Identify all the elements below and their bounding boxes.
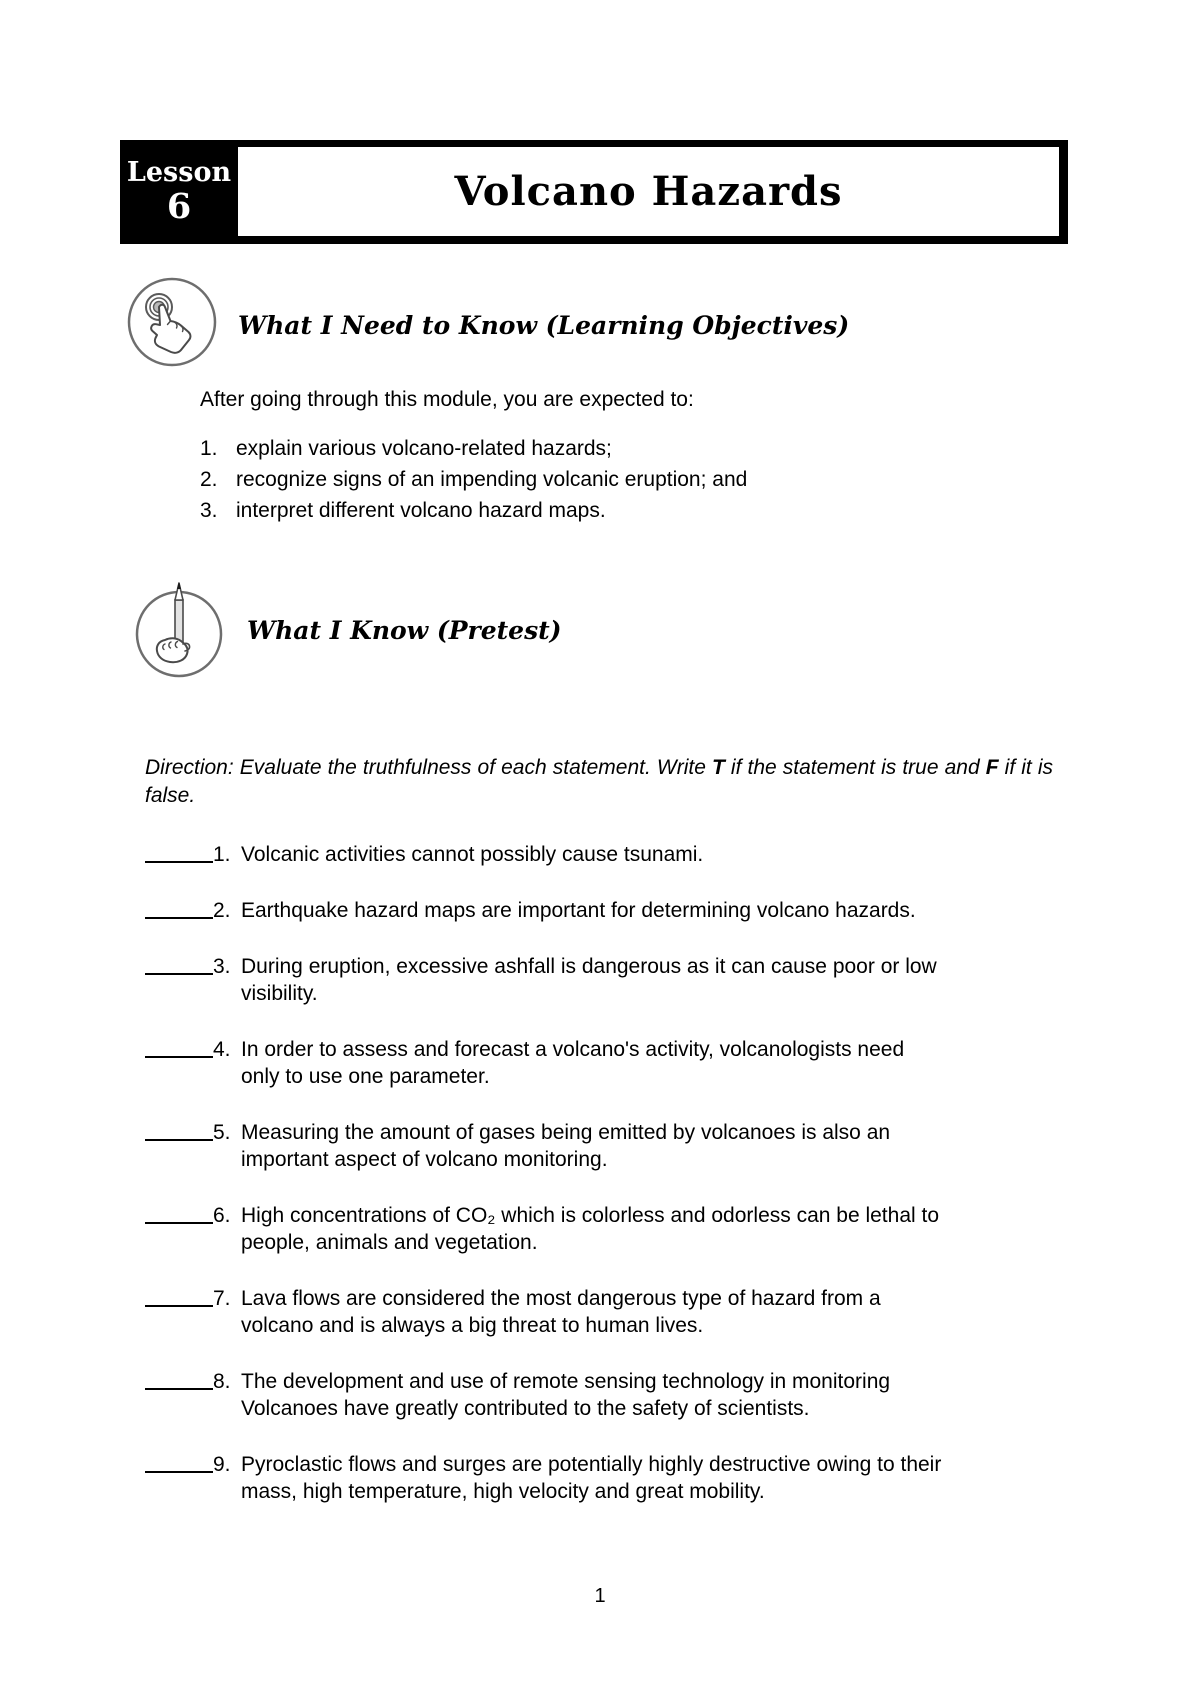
statement-text: In order to assess and forecast a volcano's activity, volcanologists need only to use one parameter. (241, 1038, 905, 1088)
objectives-list (200, 433, 747, 526)
answer-blank (145, 1036, 213, 1058)
statement-number: 9. (213, 1453, 231, 1476)
direction-text: if the statement is true and (724, 756, 986, 779)
statement-text: Lava flows are considered the most dangerous type of hazard from a volcano and is always a big threat to human lives. (241, 1287, 881, 1337)
lesson-header (120, 140, 1068, 244)
objective-number: 1. (200, 437, 218, 460)
objective-number: 3. (200, 499, 218, 522)
writing-hand-icon (131, 574, 227, 687)
answer-blank (145, 1202, 213, 1224)
statement-number: 2. (213, 899, 231, 922)
statement-text: During eruption, excessive ashfall is dangerous as it can cause poor or low visibility. (241, 955, 937, 1005)
page-number: 1 (594, 1585, 606, 1607)
lesson-tab (120, 147, 238, 236)
lesson-number: 6 (166, 185, 192, 227)
statement-row (145, 1451, 1090, 1505)
statement-row (145, 1119, 1090, 1173)
title-box (238, 147, 1059, 236)
objective-item (200, 464, 747, 495)
statement-number: 8. (213, 1370, 231, 1393)
lesson-label: Lesson (126, 156, 232, 188)
statement-row (145, 953, 1090, 1007)
statement-text: The development and use of remote sensing technology in monitoring Volcanoes have greatly contributed to the safety of scientists. (241, 1370, 891, 1420)
statement-row (145, 841, 1090, 868)
statement-number: 7. (213, 1287, 231, 1310)
statement-number: 4. (213, 1038, 231, 1061)
statement-number: 5. (213, 1121, 231, 1144)
answer-blank (145, 1285, 213, 1307)
statement-row (145, 1285, 1090, 1339)
pretest-section-heading (131, 574, 562, 687)
pretest-statements (145, 841, 1090, 1534)
answer-blank (145, 1119, 213, 1141)
answer-blank (145, 897, 213, 919)
tap-hand-icon (126, 276, 218, 375)
statement-text: Measuring the amount of gases being emitted by volcanoes is also an important aspect of volcano monitoring. (241, 1121, 891, 1171)
statement-text: Pyroclastic flows and surges are potentially highly destructive owing to their mass, high temperature, high velocity and great mobility. (241, 1453, 942, 1503)
objectives-intro: After going through this module, you are expected to: (200, 388, 694, 411)
objective-text: interpret different volcano hazard maps. (236, 499, 606, 522)
direction-bold-f: F (985, 756, 999, 779)
objective-item (200, 495, 747, 526)
answer-blank (145, 1451, 213, 1473)
objective-number: 2. (200, 468, 218, 491)
direction-text: Direction: Evaluate the truthfulness of each statement. Write (145, 756, 712, 779)
statement-number: 6. (213, 1204, 231, 1227)
statement-number: 1. (213, 843, 231, 866)
page-title: Volcano Hazards (454, 168, 843, 215)
statement-row (145, 1202, 1090, 1256)
answer-blank (145, 841, 213, 863)
statement-number: 3. (213, 955, 231, 978)
objective-item (200, 433, 747, 464)
objective-text: explain various volcano-related hazards; (236, 437, 612, 460)
pretest-heading: What I Know (Pretest) (247, 616, 562, 645)
statement-row (145, 1368, 1090, 1422)
objectives-heading: What I Need to Know (Learning Objectives) (238, 311, 850, 340)
statement-text: Volcanic activities cannot possibly cause tsunami. (241, 843, 704, 866)
answer-blank (145, 1368, 213, 1390)
answer-blank (145, 953, 213, 975)
statement-text: High concentrations of CO₂ which is colorless and odorless can be lethal to people, animals and vegetation. (241, 1204, 940, 1254)
direction-bold-t: T (711, 756, 725, 779)
objective-text: recognize signs of an impending volcanic eruption; and (236, 468, 748, 491)
objectives-section-heading (126, 276, 849, 375)
statement-row (145, 1036, 1090, 1090)
statement-row (145, 897, 1090, 924)
statement-text: Earthquake hazard maps are important for determining volcano hazards. (241, 899, 916, 922)
pretest-direction (145, 754, 1053, 810)
direction-text: if it is false. (145, 756, 1053, 807)
